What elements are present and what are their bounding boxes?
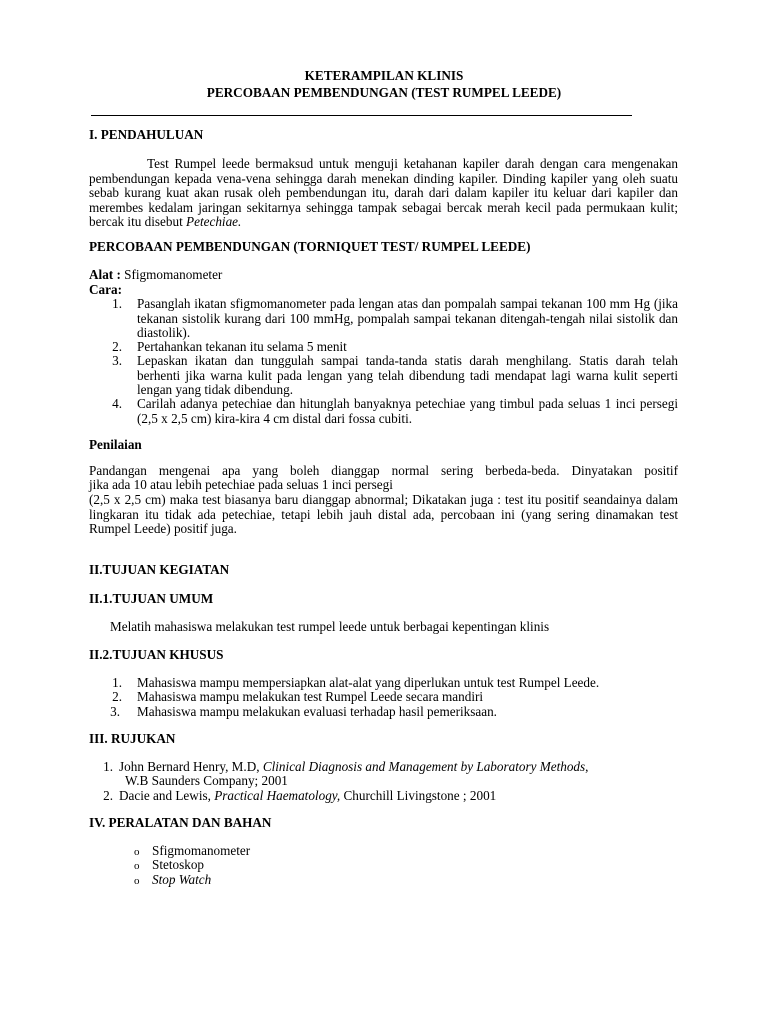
objective-number: 1. xyxy=(112,675,122,690)
penilaian-line2: jika ada 10 atau lebih petechiae pada seluas 1 inci persegi xyxy=(89,477,393,492)
petechiae-term: Petechiae. xyxy=(186,214,242,230)
reference-title: Practical Haematology, xyxy=(214,788,341,803)
subheading-tujuan-khusus: II.2.TUJUAN KHUSUS xyxy=(89,647,224,662)
subheading-tujuan-umum: II.1.TUJUAN UMUM xyxy=(89,591,214,606)
section-heading-peralatan: IV. PERALATAN DAN BAHAN xyxy=(89,815,272,830)
reference-author: John Bernard Henry, M.D, xyxy=(119,759,263,774)
reference-item xyxy=(119,789,496,804)
title-divider xyxy=(91,115,632,116)
cara-label: Cara: xyxy=(89,282,122,297)
alat-value: Sfigmomanometer xyxy=(120,267,223,282)
reference-publisher: Churchill Livingstone ; 2001 xyxy=(340,788,497,803)
equipment-item: Sfigmomanometer xyxy=(152,843,251,858)
bullet-icon: o xyxy=(134,846,140,858)
step-number: 4. xyxy=(112,396,122,411)
reference-punct: , xyxy=(585,759,589,774)
step-item: Pasanglah ikatan sfigmomanometer pada lengan atas dan pompalah sampai tekanan 100 mm Hg (jika tekanan sistolik kurang dari 100 mmHg, pompalah sampai tekanan ditengah-tengah nilai sistolik dan diastolik). xyxy=(137,296,678,341)
reference-author: Dacie and Lewis, xyxy=(119,788,215,803)
objective-number: 2. xyxy=(112,689,122,704)
step-number: 3. xyxy=(112,353,122,368)
pendahuluan-text: Test Rumpel leede bermaksud untuk menguji ketahanan kapiler darah dengan cara mengenakan pembendungan kepada vena-vena sehingga darah menekan dinding kapiler. Dinding kapiler yang oleh suatu sebab kurang kuat akan rusak oleh pembendungan itu, darah dari dalam kapiler itu keluar dari kapiler dan merembes kedalam jaringan sekitarnya sehingga tampak sebagai bercak merah kecil pada permukaan kulit; bercak itu disebut xyxy=(89,156,678,230)
section-heading-tujuan: II.TUJUAN KEGIATAN xyxy=(89,562,230,577)
pendahuluan-paragraph xyxy=(89,157,678,230)
reference-publisher: W.B Saunders Company; 2001 xyxy=(125,773,288,788)
step-item: Carilah adanya petechiae dan hitunglah banyaknya petechiae yang timbul pada seluas 1 inci persegi (2,5 x 2,5 cm) kira-kira 4 cm distal dari fossa cubiti. xyxy=(137,396,678,426)
tujuan-umum-text: Melatih mahasiswa melakukan test rumpel leede untuk berbagai kepentingan klinis xyxy=(110,619,550,634)
doc-title-line1: KETERAMPILAN KLINIS xyxy=(304,68,464,83)
objective-item: Mahasiswa mampu melakukan evaluasi terhadap hasil pemeriksaan. xyxy=(137,704,497,719)
equipment-item: Stop Watch xyxy=(152,872,212,887)
section-heading-rujukan: III. RUJUKAN xyxy=(89,731,176,746)
objective-item: Mahasiswa mampu melakukan test Rumpel Leede secara mandiri xyxy=(137,689,484,704)
penilaian-paragraph: (2,5 x 2,5 cm) maka test biasanya baru dianggap abnormal; Dikatakan juga : test itu positif seandainya dalam lingkaran itu tidak ada petechiae, tetapi lebih jauh distal ada, percobaan ini (yang sering dinamakan test Rumpel Leede) positif juga. xyxy=(89,492,678,537)
bullet-icon: o xyxy=(134,875,140,887)
step-number: 1. xyxy=(112,296,122,311)
objective-number: 3. xyxy=(110,704,120,719)
reference-number: 1. xyxy=(103,759,113,774)
section-heading-percobaan: PERCOBAAN PEMBENDUNGAN (TORNIQUET TEST/ RUMPEL LEEDE) xyxy=(89,239,531,254)
doc-title-line2: PERCOBAAN PEMBENDUNGAN (TEST RUMPEL LEEDE) xyxy=(206,85,562,100)
step-item: Lepaskan ikatan dan tunggulah sampai tanda-tanda statis darah menghilang. Statis darah telah berhenti jika warna kulit pada lengan yang telah dibendung tadi mendapat lagi warna kulit seperti lengan yang tidak dibendung. xyxy=(137,353,678,398)
step-number: 2. xyxy=(112,339,122,354)
section-heading-pendahuluan: I. PENDAHULUAN xyxy=(89,127,204,142)
reference-number: 2. xyxy=(103,788,113,803)
section-heading-penilaian: Penilaian xyxy=(89,437,142,452)
objective-item: Mahasiswa mampu mempersiapkan alat-alat yang diperlukan untuk test Rumpel Leede. xyxy=(137,675,600,690)
penilaian-line1: Pandangan mengenai apa yang boleh dianggap normal sering berbeda-beda. Dinyatakan positif xyxy=(89,463,678,478)
bullet-icon: o xyxy=(134,860,140,872)
reference-title: Clinical Diagnosis and Management by Laboratory Methods xyxy=(262,759,586,774)
alat-label: Alat : xyxy=(89,267,121,282)
equipment-item: Stetoskop xyxy=(152,857,205,872)
alat-line xyxy=(89,268,222,283)
step-item: Pertahankan tekanan itu selama 5 menit xyxy=(137,339,347,354)
